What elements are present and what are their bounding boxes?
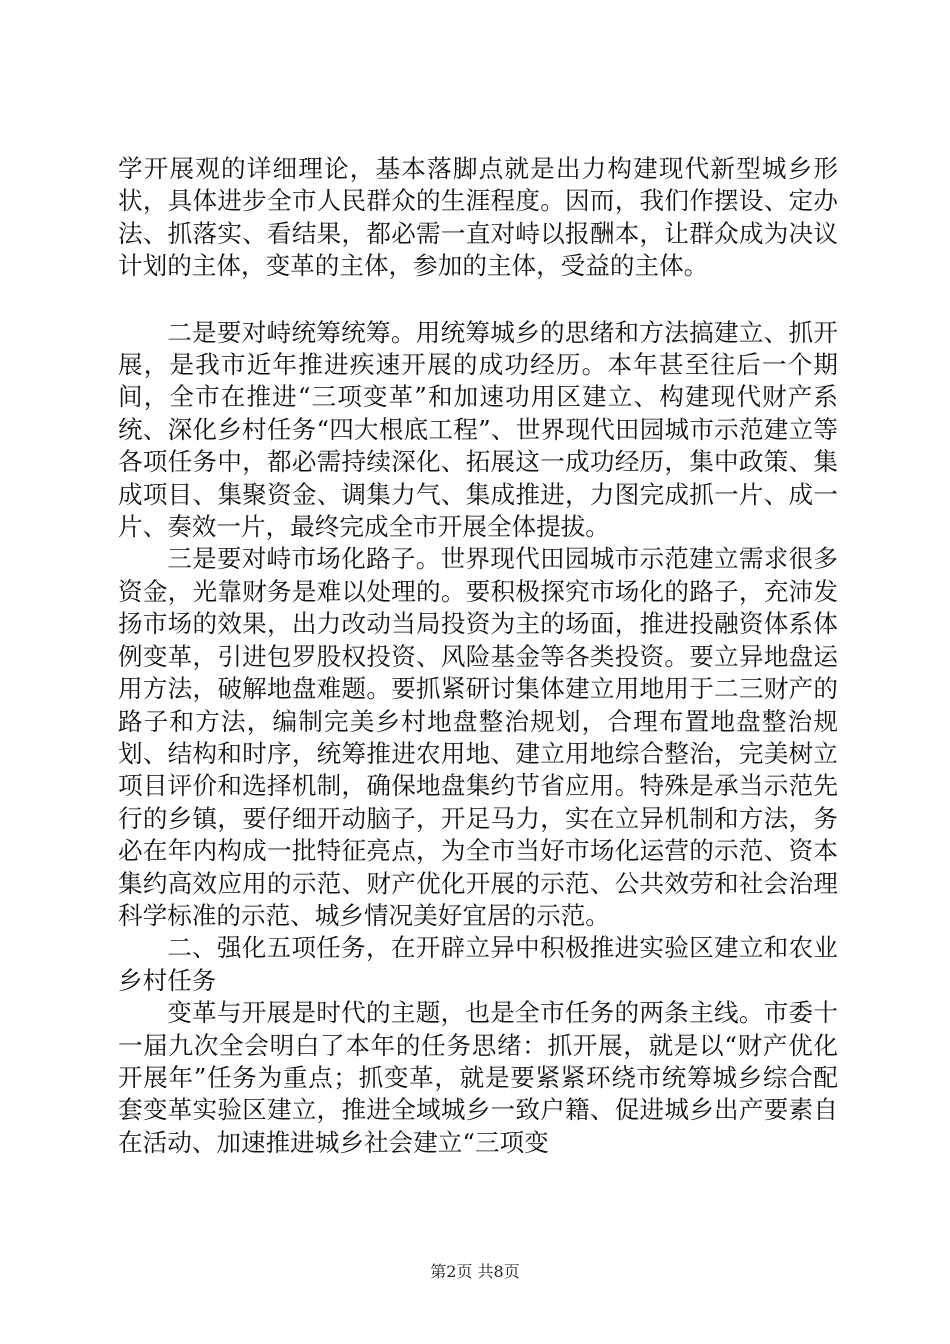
section-heading-five-tasks: 二、强化五项任务，在开辟立异中积极推进实验区建立和农业乡村任务 <box>118 933 838 995</box>
paragraph-reform-development: 变革与开展是时代的主题，也是全市任务的两条主线。市委十一届九次全会明白了本年的任务思绪：抓开展，就是以“财产优化开展年”任务为重点；抓变革，就是要紧紧环绕市统筹城乡综合配套变革实验区建立，推进全域城乡一致户籍、促进城乡出产要素自在活动、加速推进城乡社会建立“三项变 <box>118 998 838 1157</box>
document-body <box>118 153 838 1159</box>
page-number-footer: 第2页 共8页 <box>430 1262 520 1281</box>
paragraph-gap <box>118 283 838 317</box>
paragraph-coordination: 二是要对峙统筹统筹。用统筹城乡的思绪和方法搞建立、抓开展，是我市近年推进疾速开展的成功经历。本年甚至往后一个期间，全市在推进“三项变革”和加速功用区建立、构建现代财产系统、深化乡村任务“四大根底工程”、世界现代田园城市示范建立等各项任务中，都必需持续深化、拓展这一成功经历，集中政策、集成项目、集聚资金、调集力气、集成推进，力图完成抓一片、成一片、奏效一片，最终完成全市开展全体提拔。 <box>118 317 838 542</box>
paragraph-market-path: 三是要对峙市场化路子。世界现代田园城市示范建立需求很多资金，光靠财务是难以处理的。要积极探究市场化的路子，充沛发扬市场的效果，出力改动当局投资为主的场面，推进投融资体系体例变革，引进包罗股权投资、风险基金等各类投资。要立异地盘运用方法，破解地盘难题。要抓紧研讨集体建立用地用于二三财产的路子和方法，编制完美乡村地盘整治规划，合理布置地盘整治规划、结构和时序，统筹推进农用地、建立用地综合整治，完美树立项目评价和选择机制，确保地盘集约节省应用。特殊是承当示范先行的乡镇，要仔细开动脑子，开足马力，实在立异机制和方法，务必在年内构成一批特征亮点，为全市当好市场化运营的示范、资本集约高效应用的示范、财产优化开展的示范、公共效劳和社会治理科学标准的示范、城乡情况美好宜居的示范。 <box>118 544 838 930</box>
paragraph-continued-intro: 学开展观的详细理论，基本落脚点就是出力构建现代新型城乡形状，具体进步全市人民群众的生涯程度。因而，我们作摆设、定办法、抓落实、看结果，都必需一直对峙以报酬本，让群众成为决议计划的主体，变革的主体，参加的主体，受益的主体。 <box>118 154 838 281</box>
